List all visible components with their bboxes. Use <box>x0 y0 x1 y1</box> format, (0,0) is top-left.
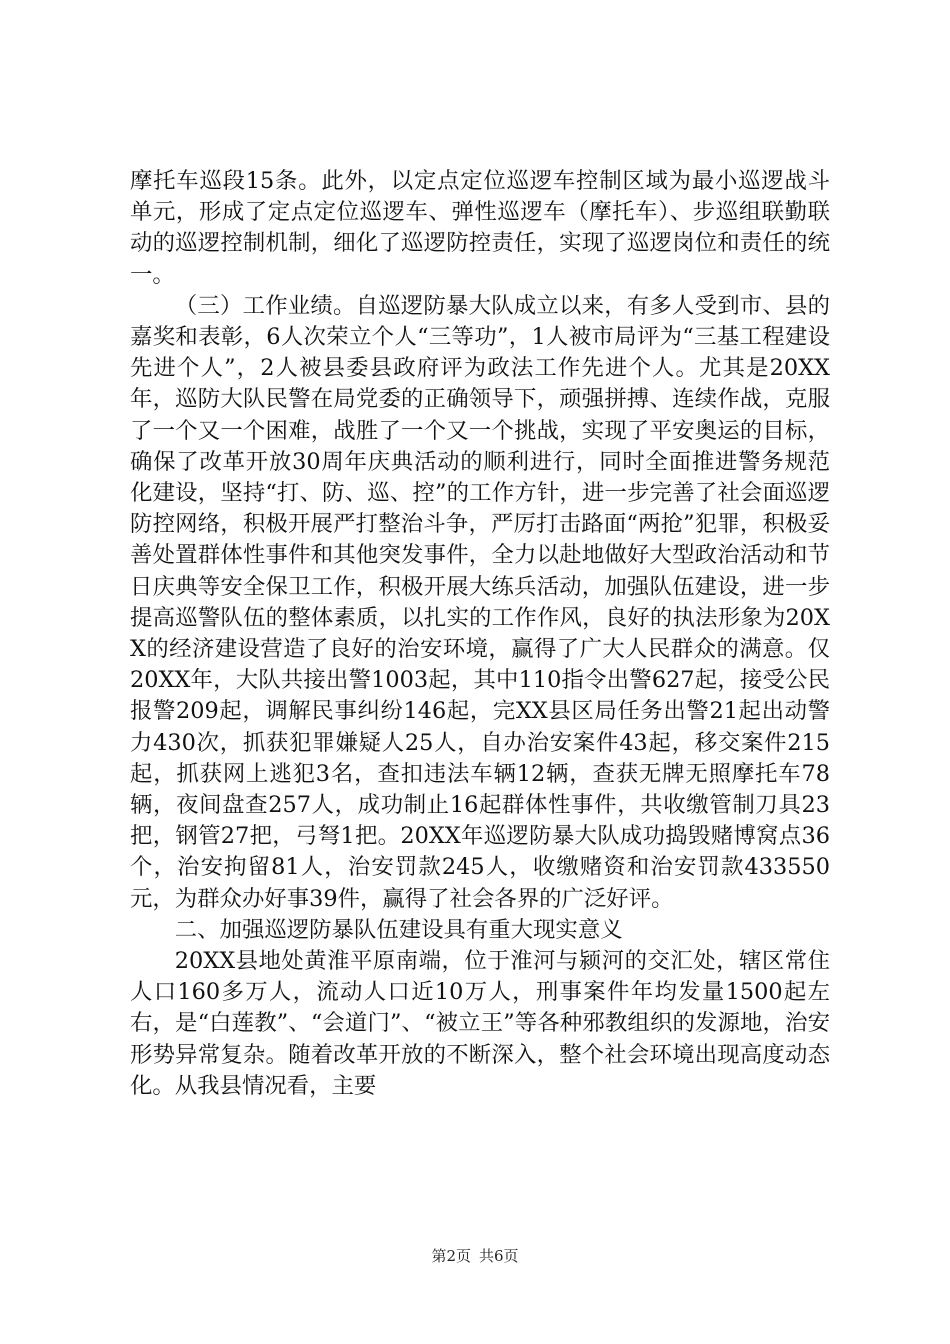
paragraph-patrol-segments: 摩托车巡段15条。此外，以定点定位巡逻车控制区域为最小巡逻战斗单元，形成了定点定位巡逻车、弹性巡逻车（摩托车）、步巡组联勤联动的巡逻控制机制，细化了巡逻防控责任，实现了巡逻岗位和责任的统一。 <box>130 168 830 288</box>
page-total: 共6页 <box>479 1247 519 1265</box>
page-number: 第2页 <box>431 1247 471 1265</box>
document-body <box>130 166 830 1102</box>
paragraph-county-overview: 20XX县地处黄淮平原南端，位于淮河与颍河的交汇处，辖区常住人口160多万人，流动人口近10万人，刑事案件年均发量1500起左右，是“白莲教”、“会道门”、“被立王”等各种邪教组织的发源地，治安形势异常复杂。随着改革开放的不断深入，整个社会环境出现高度动态化。从我县情况看，主要 <box>130 948 830 1099</box>
section-heading-significance: 二、加强巡逻防暴队伍建设具有重大现实意义 <box>174 916 623 943</box>
page-footer <box>0 1245 950 1266</box>
paragraph-work-achievements: （三）工作业绩。自巡逻防暴大队成立以来，有多人受到市、县的嘉奖和表彰，6人次荣立个人“三等功”，1人被市局评为“三基工程建设先进个人”，2人被县委县政府评为政法工作先进个人。尤其是20XX年，巡防大队民警在局党委的正确领导下，顽强拼搏、连续作战，克服了一个又一个困难，战胜了一个又一个挑战，实现了平安奥运的目标，确保了改革开放30周年庆典活动的顺利进行，同时全面推进警务规范化建设，坚持“打、防、巡、控”的工作方针，进一步完善了社会面巡逻防控网络，积极开展严打整治斗争，严厉打击路面“两抢”犯罪，积极妥善处置群体性事件和其他突发事件，全力以赴地做好大型政治活动和节日庆典等安全保卫工作，积极开展大练兵活动，加强队伍建设，进一步提高巡警队伍的整体素质，以扎实的工作作风，良好的执法形象为20XX的经济建设营造了良好的治安环境，赢得了广大人民群众的满意。仅20XX年，大队共接出警1003起，其中110指令出警627起，接受公民报警209起，调解民事纠纷146起，完XX县区局任务出警21起出动警力430次，抓获犯罪嫌疑人25人，自办治安案件43起，移交案件215起，抓获网上逃犯3名，查扣违法车辆12辆，查获无牌无照摩托车78辆，夜间盘查257人，成功制止16起群体性事件，共收缴管制刀具23把，钢管27把，弓弩1把。20XX年巡逻防暴大队成功捣毁赌博窝点36个，治安拘留81人，治安罚款245人，收缴赌资和治安罚款433550元，为群众办好事39件，赢得了社会各界的广泛好评。 <box>130 292 830 912</box>
